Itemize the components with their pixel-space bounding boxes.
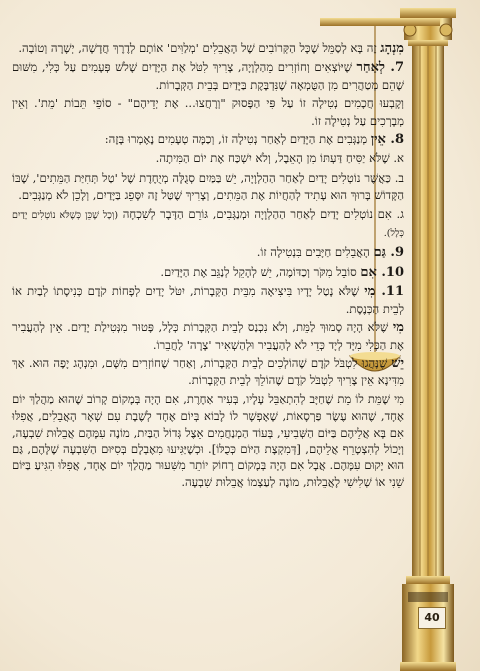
paragraph-text: שֶׁלֹּא נָטַל יָדָיו בִּיצִיאָה מִבֵּית הַקְּבָרוֹת, יִטֹּל יָדַיִם לְפָחוֹת קֹדֶם כְּנִיסָתוֹ לְבַיִת אוֹ לְבֵית הַכְּנֶסֶת. [12,284,404,316]
paragraph [12,131,404,148]
paragraph-text: הָאֲבֵלִים חַיָּבִים בִּנְטִילָה זוֹ. [256,245,374,260]
paragraph [12,40,404,57]
paragraph-lead: מִנְהָג [380,41,404,56]
paragraph [12,355,404,389]
paragraph-lead: יֵשׁ [391,355,404,371]
paragraph-lead: 10. אִם [360,264,404,280]
paragraph [12,206,404,243]
paragraph-text: מְנַגְּבִים אֶת הַיָּדַיִם לְאַחַר נְטִילָה זוֹ, וְכַמָּה טְעָמִים נֶאֶמְרוּ בָּזֶה: [104,132,371,147]
paragraph-lead: 7. לְאַחַר [356,60,405,76]
paragraph-lead: 9. גַּם [373,245,404,261]
paragraph [12,283,404,317]
paragraph-text: ג. אִם נוֹטְלִים יָדַיִם לְאַחַר הַהַלְוָיָה וּמְנַגְּבִים, גּוֹרֵם הַדָּבָר לְשִׁכְחָה [118,206,404,221]
page-number: 40 [418,607,446,629]
paragraph-text: שֶׁנָּהֲגוּ לִטְבֹּל קֹדֶם שֶׁהוֹלְכִים לְבֵית הַקְּבָרוֹת, וְאַחַר שֶׁחוֹזְרִים מִשָּׁם, וּמִנְהָג יָפֶה הוּא. אַךְ מִדִּינָא אֵין צָרִיךְ לִטְבֹּל קֹדֶם שֶׁהוֹלֵךְ לְבֵית הַקְּבָרוֹת. [12,355,404,388]
paragraph [12,244,404,261]
paragraph-text: מִי שֶׁמֵּת לוֹ מֵת שֶׁחַיָּב לְהִתְאַבֵּל עָלָיו, בְּעִיר אַחֶרֶת, אִם הָיָה בְּמָקוֹם קָרוֹב שֶׁהוּא מַהֲלַךְ יוֹם אֶחָד, שֶׁהוּא עֶשֶׂר פַּרְסָאוֹת, שֶׁאֶפְשָׁר לוֹ לָבוֹא בְּיוֹם אֶחָד לְשֶׁבֶת עִם שְׁאָר הָאֲבֵלִים, אֲפִלּוּ אִם בָּא אֲלֵיהֶם בַּיּוֹם הַשְּׁבִיעִי, בְּעוֹד הַמְנַחֲמִים אֵצֶל גְּדוֹל הַבַּיִת, מוֹנֶה עִמָּהֶם אֲבֵלוּת שִׁבְעָה, וְיָכוֹל לְהִצְטָרֵף אֲלֵיהֶם, [דְּמִקְצָת הַיּוֹם כְּכֻלּוֹ]. וּכְשֶׁיַּגִּיעוּ מִאֶבְלָם בְּסִיּוּם הַשִּׁבְעָה שֶׁלָּהֶם, גַּם הוּא יָקוּם עִמָּהֶם. אֲבָל אִם הָיָה בְּמָקוֹם רָחוֹק יוֹתֵר מִשִּׁעוּר מַהֲלַךְ יוֹם אֶחָד, אֲפִלּוּ הִגִּיעַ בַּיּוֹם שֵׁנִי אוֹ שְׁלִישִׁי לָאֲבֵלוּת, מוֹנֶה לְעַצְמוֹ אֲבֵלוּת שִׁבְעָה. [12,391,404,489]
paragraph [12,264,404,281]
paragraph-text: שֶׁלֹּא הָיָה סָמוּךְ לַמֵּת, וְלֹא נִכְנַס לְבֵית הַקְּבָרוֹת כְּלָל, פָּטוּר מִנְּטִילַת יָדַיִם. אֵין לְהַעֲבִיר אֶת הַכְּלִי מִיָּד לְיָד כְּדֵי לֹא לְהַעֲבִיר וּלְהַשְׁאִיר 'צָרָה' לַחֲבֵרוֹ. [12,320,404,352]
paragraph-lead: 11. מִי [364,284,404,300]
paragraph [12,59,404,93]
paragraph-text: זֶה בָּא לְסַמֵּל שֶׁכָּל הַקְּרוֹבִים שֶׁל הָאֲבֵלִים 'מְלַוִּים' אוֹתָם לְדֶרֶךְ חֲדָשָׁה, יְשָׁרָה וְטוֹבָה. [18,41,381,55]
top-beam [320,18,440,26]
paragraph [12,319,404,353]
paragraph-text: שֶׁיּוֹצְאִים וְחוֹזְרִים מֵהַלְוָיָה, צָרִיךְ לִטֹּל אֶת הַיָּדַיִם שָׁלֹשׁ פְּעָמִים עַל כְּלִי, מִשּׁוּם שֶׁהֵם מְטַהֲרִים מִן הַטֻּמְאָה שֶׁנִּדְבֶּקֶת בַּיָּדַיִם בְּבֵית הַקְּבָרוֹת. [12,60,404,92]
paragraph-lead: 8. אֵין [370,132,404,148]
text-column [12,40,404,492]
paragraph [12,391,404,490]
paragraph-note: (וְכָל שֶׁכֵּן כְּשֶׁלֹּא נוֹטְלִים יָדַיִם כְּלָל). [12,209,404,240]
paragraph [12,170,404,204]
paragraph-text: סוֹבֵל מִקֹּר וְכַדּוֹמֶה, יֵשׁ לְהָקֵל לְנַגֵּב אֶת הַיָּדַיִם. [160,264,361,279]
paragraph [12,150,404,167]
paragraph-text: וְקָבְעוּ חֲכָמִים נְטִילָה זוֹ עַל פִּי הַפָּסוּק "וְרָחֲצוּ... אֶת יְדֵיהֶם" - סוֹפֵי תֵּבוֹת 'מֵת'. וְאֵין מְבָרְכִים עַל נְטִילָה זוֹ. [12,96,404,128]
paragraph [12,95,404,129]
paragraph-text: א. שֶׁלֹּא יַסִּיחַ דַּעְתּוֹ מִן הָאֵבֶל, וְלֹא יִשְׁכַּח אֶת יוֹם הַמִּיתָה. [155,151,404,166]
paragraph-lead: מִי [392,320,404,336]
paragraph-text: ב. כַּאֲשֶׁר נוֹטְלִים יָדַיִם לְאַחַר הַהַלְוָיָה, יֵשׁ בַּמַּיִם סְגֻלָּה מְיֻחֶדֶת שֶׁל 'טַל תְּחִיַּת הַמֵּתִים', שֶׁבּוֹ הַקָּדוֹשׁ בָּרוּךְ הוּא עָתִיד לְהַחֲיוֹת אֶת הַמֵּתִים, וְצָרִיךְ שֶׁטַּל זֶה יִסָּפֵג בַּיָּדַיִם, וְלָכֵן לֹא מְנַגְּבִים. [12,170,404,203]
